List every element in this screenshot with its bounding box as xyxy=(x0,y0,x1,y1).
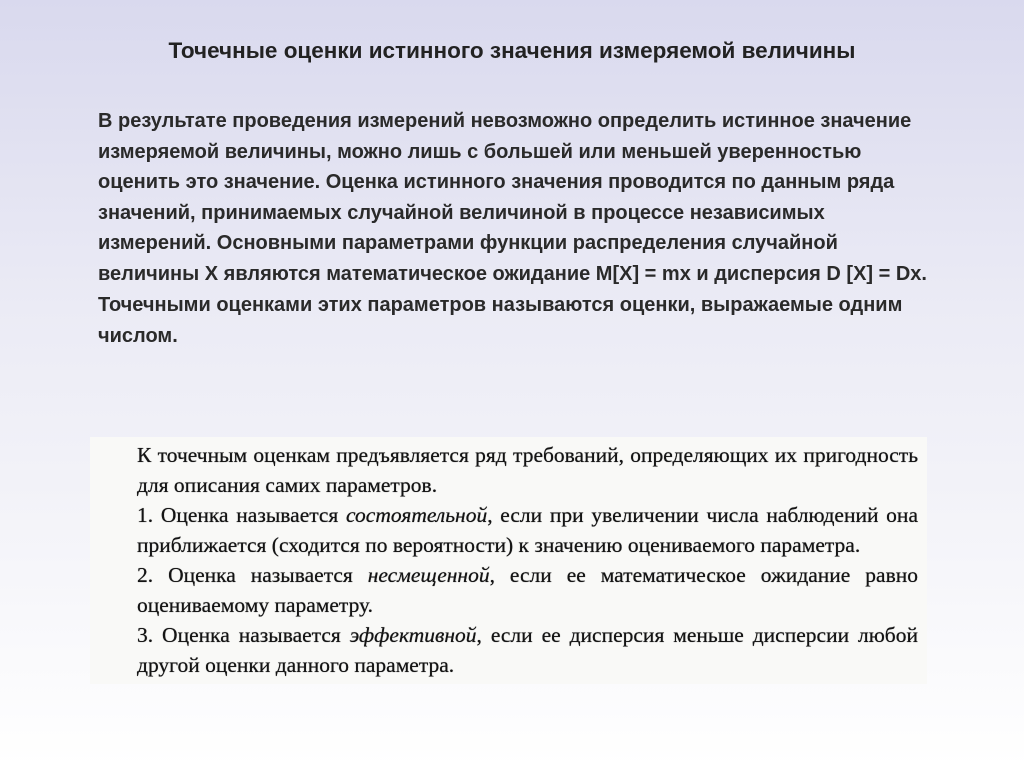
requirement-item: 2. Оценка называется несмещенной, если ее математическое ожидание равно оцениваемому параметру. xyxy=(137,563,918,617)
intro-paragraph: В результате проведения измерений невозможно определить истинное значение измеряемой величины, можно лишь с большей или меньшей уверенностью оценить это значение. Оценка истинного значения проводится по данным ряда значений, принимаемых случайной величиной в процессе независимых измерений. Основными параметрами функции распределения случайной величины Х являются математическое ожидание М[X] = mx и дисперсия D [X] = Dx. xyxy=(98,110,927,285)
requirement-item: 3. Оценка называется эффективной, если ее дисперсия меньше дисперсии любой другой оценки данного параметра. xyxy=(137,623,918,677)
term-consistent: состоятельной xyxy=(346,503,488,527)
scanned-text xyxy=(106,440,918,680)
point-estimates-paragraph: Точечными оценками этих параметров называются оценки, выражаемые одним числом. xyxy=(98,294,903,347)
requirements-intro: К точечным оценкам предъявляется ряд требований, определяющих их пригодность для описания самих параметров. xyxy=(137,443,918,497)
slide-title: Точечные оценки истинного значения измеряемой величины xyxy=(168,38,856,63)
term-unbiased: несмещенной xyxy=(367,563,490,587)
requirement-item: 1. Оценка называется состоятельной, если при увеличении числа наблюдений она приближается (сходится по вероятности) к значению оцениваемого параметра. xyxy=(137,503,918,557)
scanned-text-image xyxy=(90,437,927,684)
slide-body xyxy=(98,106,938,351)
term-efficient: эффективной xyxy=(349,623,477,647)
